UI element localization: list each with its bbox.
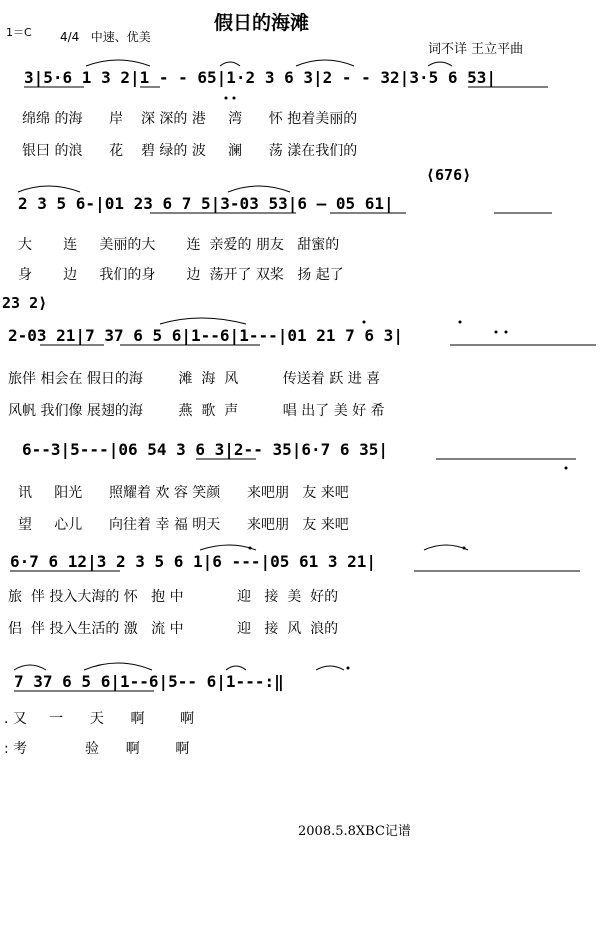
notation-line-3: 2-03 21|7 37 6 5 6|1--6|1---|01 21 7 6 3| [8, 326, 403, 345]
notation-line-2: 2 3 5 6-|01 23 6 7 5|3-03 53|6 — 05 61| [18, 194, 394, 213]
key-signature: 1＝C [6, 26, 32, 39]
lyric-line-2-verse-2: 身 边 我们的身 边 荡开了 双桨 扬 起了 [18, 267, 344, 283]
notation-line-1: 3|5·6 1 3 2|1 - - 65|1·2 3 6 3|2 - - 32|3·5 6 53| [24, 68, 497, 87]
lyric-line-6-verse-2: : 考 验 啊 啊 [4, 741, 190, 757]
notation-line-4: 6--3|5---|06 54 3 6 3|2-- 35|6·7 6 35| [22, 440, 389, 459]
lyric-line-2-verse-1: 大 连 美丽的大 连 亲爱的 朋友 甜蜜的 [18, 237, 340, 253]
transcription-signature: 2008.5.8XBC记谱 [298, 824, 411, 839]
lyric-line-1-verse-2: 银曰 的浪 花 碧 绿的 波 澜 荡 漾在我们的 [22, 143, 358, 159]
lyric-line-3-verse-2: 风帆 我们像 展翅的海 燕 歌 声 唱 出了 美 好 希 [8, 403, 385, 419]
meter-tempo: 4/4 中速、优美 [60, 30, 151, 44]
lyric-line-1-verse-1: 绵绵 的海 岸 深 深的 港 湾 怀 抱着美丽的 [22, 111, 358, 127]
lyric-line-3-verse-1: 旅伴 相会在 假日的海 滩 海 风 传送着 跃 进 喜 [8, 371, 381, 387]
lyric-line-4-verse-2: 望 心儿 向往着 幸 福 明天 来吧朋 友 来吧 [18, 517, 349, 533]
lyric-line-4-verse-1: 讯 阳光 照耀着 欢 容 笑颜 来吧朋 友 来吧 [18, 485, 349, 501]
notation-line-5: 6·7 6 12|3 2 3 5 6 1|6 ---|05 61 3 21| [10, 552, 377, 571]
lyric-line-5-verse-1: 旅 伴 投入大海的 怀 抱 中 迎 接 美 好的 [8, 589, 339, 605]
lyric-line-6-verse-1: . 又 一 天 啊 啊 [4, 711, 195, 727]
song-title: 假日的海滩 [214, 12, 310, 34]
composer-credit: 词不详 王立平曲 [428, 42, 524, 57]
tie-annotation-line-3: 23 2⟩ [2, 294, 48, 312]
lyric-line-5-verse-2: 侣 伴 投入生活的 激 流 中 迎 接 风 浪的 [8, 621, 339, 637]
notation-line-6: 7 37 6 5 6|1--6|5-- 6|1---:‖ [14, 672, 284, 691]
tie-annotation-line-2: ⟨676⟩ [426, 166, 472, 184]
